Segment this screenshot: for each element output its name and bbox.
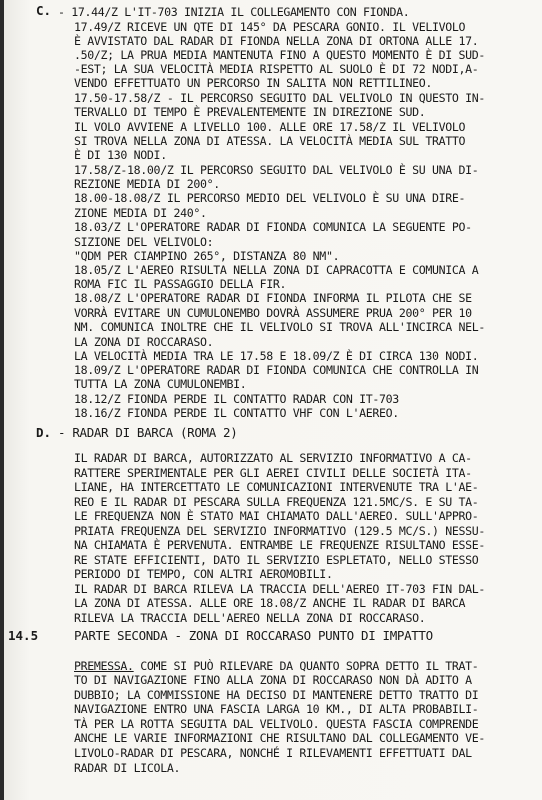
text-line: 17.50-17.58/Z - IL PERCORSO SEGUITO DAL VELIVOLO IN QUESTO IN- bbox=[74, 91, 486, 105]
text-line: REO E IL RADAR DI PESCARA SULLA FREQUENZA 121.5MC/S. E SU TA- bbox=[74, 495, 479, 509]
section-14-5-heading: PARTE SECONDA - ZONA DI ROCCARASO PUNTO DI IMPATTO bbox=[74, 628, 433, 643]
text-line: -EST; LA SUA VELOCITÀ MEDIA RISPETTO AL SUOLO È DI 72 NODI,A- bbox=[74, 62, 479, 76]
text-line: 17.58/Z-18.00/Z IL PERCORSO SEGUITO DAL VELIVOLO È SU UNA DI- bbox=[74, 163, 479, 177]
text-line: RILEVA LA TRACCIA DELL'AEREO NELLA ZONA DI ROCCARASO. bbox=[74, 611, 426, 625]
text-line: LA ZONA DI ROCCARASO. bbox=[74, 335, 214, 349]
text-line: IL VOLO AVVIENE A LIVELLO 100. ALLE ORE 17.58/Z IL VELIVOLO bbox=[74, 120, 466, 134]
section-c-marker: C. bbox=[36, 3, 52, 18]
premessa-text: COME SI PUÒ RILEVARE DA QUANTO SOPRA DETTO IL TRAT- bbox=[133, 659, 479, 673]
text-line: È DI 130 NODI. bbox=[74, 148, 167, 162]
text-line: 18.16/Z FIONDA PERDE IL CONTATTO VHF CON L'AEREO. bbox=[74, 406, 399, 420]
text-line: "QDM PER CIAMPINO 265°, DISTANZA 80 NM". bbox=[74, 249, 340, 263]
text-line: SIZIONE DEL VELIVOLO: bbox=[74, 235, 214, 249]
premessa-label: PREMESSA. bbox=[74, 659, 134, 673]
text-line: TUTTA LA ZONA CUMULONEMBI. bbox=[74, 377, 247, 391]
text-line: 18.12/Z FIONDA PERDE IL CONTATTO RADAR CON IT-703 bbox=[74, 392, 399, 406]
text-line: 17.49/Z RICEVE UN QTE DI 145° DA PESCARA GONIO. IL VELIVOLO bbox=[74, 20, 466, 34]
text-line: RE STATE EFFICIENTI, DATO IL SERVIZIO ESPLETATO, NELLO STESSO bbox=[74, 553, 479, 567]
text-line: TERVALLO DI TEMPO È PREVALENTEMENTE IN DIREZIONE SUD. bbox=[74, 105, 426, 119]
text-line: RADAR DI LICOLA. bbox=[74, 761, 181, 775]
text-line: DUBBIO; LA COMMISSIONE HA DECISO DI MANTENERE DETTO TRATTO DI bbox=[74, 688, 479, 702]
text-line: TO DI NAVIGAZIONE FINO ALLA ZONA DI ROCCARASO NON DÀ ADITO A bbox=[74, 673, 472, 687]
text-line: LE FREQUENZA NON È STATO MAI CHIAMATO DALL'AEREO. SULL'APPRO- bbox=[74, 509, 479, 523]
text-line: PERIODO DI TEMPO, CON ALTRI AEROMOBILI. bbox=[74, 567, 333, 581]
text-line: NA CHIAMATA È PERVENUTA. ENTRAMBE LE FREQUENZE RISULTANO ESSE- bbox=[74, 538, 486, 552]
section-d-heading: - RADAR DI BARCA (ROMA 2) bbox=[58, 425, 238, 440]
text-line: PRIATA FREQUENZA DEL SERVIZIO INFORMATIVO (129.5 MC/S.) NESSU- bbox=[74, 524, 486, 538]
text-line: 18.09/Z L'OPERATORE RADAR DI FIONDA COMUNICA CHE CONTROLLA IN bbox=[74, 363, 479, 377]
text-line: ROMA FIC IL PASSAGGIO DELLA FIR. bbox=[74, 277, 287, 291]
text-line: .50/Z; LA PRUA MEDIA MANTENUTA FINO A QUESTO MOMENTO È DI SUD- bbox=[74, 48, 486, 62]
text-line: VENDO EFFETTUATO UN PERCORSO IN SALITA NON RETTILINEO. bbox=[74, 76, 433, 90]
text-line: REZIONE MEDIA DI 200°. bbox=[74, 177, 220, 191]
text-line: - 17.44/Z L'IT-703 INIZIA IL COLLEGAMENTO CON FIONDA. bbox=[58, 5, 410, 19]
text-line: LA VELOCITÀ MEDIA TRA LE 17.58 E 18.09/Z È DI CIRCA 130 NODI. bbox=[74, 349, 479, 363]
text-line: ANCHE LE VARIE INFORMAZIONI CHE RISULTANO DAL COLLEGAMENTO VE- bbox=[74, 731, 486, 745]
text-line: NM. COMUNICA INOLTRE CHE IL VELIVOLO SI TROVA ALL'INCIRCA NEL- bbox=[74, 320, 486, 334]
text-line: LIANE, HA INTERCETTATO LE COMUNICAZIONI INTERVENUTE TRA L'AE- bbox=[74, 480, 479, 494]
text-line: IL RADAR DI BARCA RILEVA LA TRACCIA DELL'AEREO IT-703 FIN DAL- bbox=[74, 582, 486, 596]
scan-edge bbox=[0, 0, 4, 800]
text-line: IL RADAR DI BARCA, AUTORIZZATO AL SERVIZIO INFORMATIVO A CA- bbox=[74, 451, 472, 465]
section-d-marker: D. bbox=[36, 425, 52, 440]
text-line: TÀ PER LA ROTTA SEGUITA DAL VELIVOLO. QUESTA FASCIA COMPRENDE bbox=[74, 717, 479, 731]
text-line: NAVIGAZIONE ENTRO UNA FASCIA LARGA 10 KM., DI ALTA PROBABILI- bbox=[74, 702, 479, 716]
text-line: 18.08/Z L'OPERATORE RADAR DI FIONDA INFORMA IL PILOTA CHE SE bbox=[74, 291, 472, 305]
text-line: VORRÀ EVITARE UN CUMULONEMBO DOVRÀ ASSUMERE PRUA 200° PER 10 bbox=[74, 306, 472, 320]
text-line: 18.03/Z L'OPERATORE RADAR DI FIONDA COMUNICA LA SEGUENTE PO- bbox=[74, 220, 472, 234]
text-line: SI TROVA NELLA ZONA DI ATESSA. LA VELOCITÀ MEDIA SUL TRATTO bbox=[74, 134, 466, 148]
text-line: È AVVISTATO DAL RADAR DI FIONDA NELLA ZONA DI ORTONA ALLE 17. bbox=[74, 34, 479, 48]
text-line: LA ZONA DI ATESSA. ALLE ORE 18.08/Z ANCHE IL RADAR DI BARCA bbox=[74, 596, 466, 610]
text-line: 18.00-18.08/Z IL PERCORSO MEDIO DEL VELIVOLO È SU UNA DIRE- bbox=[74, 191, 466, 205]
text-line: LIVOLO-RADAR DI PESCARA, NONCHÉ I RILEVAMENTI EFFETTUATI DAL bbox=[74, 746, 472, 760]
section-14-5-marker: 14.5 bbox=[8, 628, 39, 643]
text-line: ZIONE MEDIA DI 240°. bbox=[74, 206, 207, 220]
text-line: RATTERE SPERIMENTALE PER GLI AEREI CIVILI DELLE SOCIETÀ ITA- bbox=[74, 466, 472, 480]
text-line: 18.05/Z L'AEREO RISULTA NELLA ZONA DI CAPRACOTTA E COMUNICA A bbox=[74, 263, 479, 277]
